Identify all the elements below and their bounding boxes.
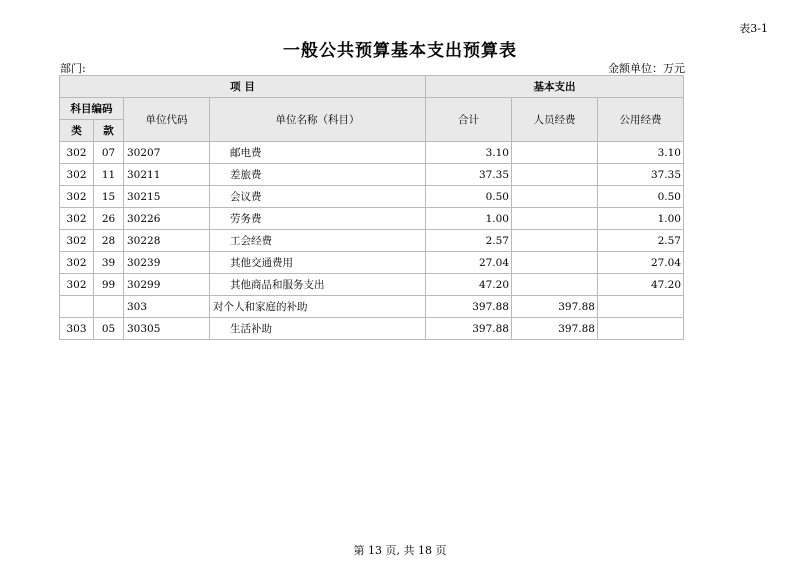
table-row (60, 186, 684, 208)
cell-personnel (512, 142, 598, 164)
cell-public: 27.04 (598, 252, 684, 274)
page-title: 一般公共预算基本支出预算表 (283, 41, 517, 61)
cell-total: 397.88 (426, 296, 512, 318)
cell-kuan: 11 (94, 164, 124, 186)
table-row (60, 296, 684, 318)
cell-kuan: 07 (94, 142, 124, 164)
table-row (60, 252, 684, 274)
cell-unit-code: 30299 (124, 274, 210, 296)
cell-unit-code: 30211 (124, 164, 210, 186)
header-public: 公用经费 (598, 98, 684, 142)
cell-lei: 302 (60, 164, 94, 186)
cell-unit-code: 303 (124, 296, 210, 318)
header-kuan: 款 (94, 120, 124, 142)
cell-total: 27.04 (426, 252, 512, 274)
cell-lei: 302 (60, 142, 94, 164)
cell-public: 1.00 (598, 208, 684, 230)
cell-kuan: 28 (94, 230, 124, 252)
cell-public: 0.50 (598, 186, 684, 208)
budget-table (59, 75, 684, 340)
table-row (60, 318, 684, 340)
cell-public: 2.57 (598, 230, 684, 252)
cell-lei (60, 296, 94, 318)
table-body (60, 142, 684, 340)
cell-personnel (512, 274, 598, 296)
cell-total: 47.20 (426, 274, 512, 296)
cell-lei: 302 (60, 274, 94, 296)
table-row (60, 142, 684, 164)
cell-kuan: 99 (94, 274, 124, 296)
header-lei: 类 (60, 120, 94, 142)
cell-kuan (94, 296, 124, 318)
cell-lei: 302 (60, 230, 94, 252)
cell-personnel (512, 164, 598, 186)
cell-kuan: 15 (94, 186, 124, 208)
cell-unit-name: 劳务费 (210, 208, 426, 230)
cell-lei: 302 (60, 252, 94, 274)
cell-public: 3.10 (598, 142, 684, 164)
cell-unit-name: 差旅费 (210, 164, 426, 186)
department-label: 部门: (60, 62, 86, 75)
cell-kuan: 05 (94, 318, 124, 340)
header-total: 合计 (426, 98, 512, 142)
cell-unit-name: 工会经费 (210, 230, 426, 252)
cell-total: 397.88 (426, 318, 512, 340)
page-footer: 第 13 页, 共 18 页 (353, 544, 447, 557)
cell-unit-name: 生活补助 (210, 318, 426, 340)
cell-total: 2.57 (426, 230, 512, 252)
cell-lei: 302 (60, 186, 94, 208)
table-row (60, 164, 684, 186)
cell-personnel (512, 252, 598, 274)
cell-personnel (512, 208, 598, 230)
cell-total: 1.00 (426, 208, 512, 230)
cell-personnel: 397.88 (512, 318, 598, 340)
cell-total: 0.50 (426, 186, 512, 208)
cell-personnel: 397.88 (512, 296, 598, 318)
header-item: 项 目 (60, 76, 426, 98)
cell-unit-name: 对个人和家庭的补助 (210, 296, 426, 318)
header-personnel: 人员经费 (512, 98, 598, 142)
header-subject-code: 科目编码 (60, 98, 124, 120)
cell-unit-code: 30226 (124, 208, 210, 230)
cell-lei: 302 (60, 208, 94, 230)
cell-total: 37.35 (426, 164, 512, 186)
amount-unit-label: 金额单位：万元 (608, 62, 685, 75)
cell-public: 47.20 (598, 274, 684, 296)
cell-public (598, 318, 684, 340)
cell-kuan: 39 (94, 252, 124, 274)
cell-personnel (512, 230, 598, 252)
cell-unit-code: 30207 (124, 142, 210, 164)
table-number: 表3-1 (739, 22, 768, 35)
header-unit-code: 单位代码 (124, 98, 210, 142)
table-row (60, 208, 684, 230)
table-row (60, 230, 684, 252)
header-unit-name: 单位名称（科目） (210, 98, 426, 142)
cell-unit-name: 其他交通费用 (210, 252, 426, 274)
cell-public: 37.35 (598, 164, 684, 186)
table-row (60, 274, 684, 296)
cell-public (598, 296, 684, 318)
header-basic-expenditure: 基本支出 (426, 76, 684, 98)
cell-total: 3.10 (426, 142, 512, 164)
cell-unit-name: 其他商品和服务支出 (210, 274, 426, 296)
cell-unit-code: 30215 (124, 186, 210, 208)
cell-lei: 303 (60, 318, 94, 340)
cell-personnel (512, 186, 598, 208)
cell-unit-code: 30239 (124, 252, 210, 274)
cell-unit-code: 30305 (124, 318, 210, 340)
cell-unit-code: 30228 (124, 230, 210, 252)
cell-kuan: 26 (94, 208, 124, 230)
cell-unit-name: 邮电费 (210, 142, 426, 164)
cell-unit-name: 会议费 (210, 186, 426, 208)
